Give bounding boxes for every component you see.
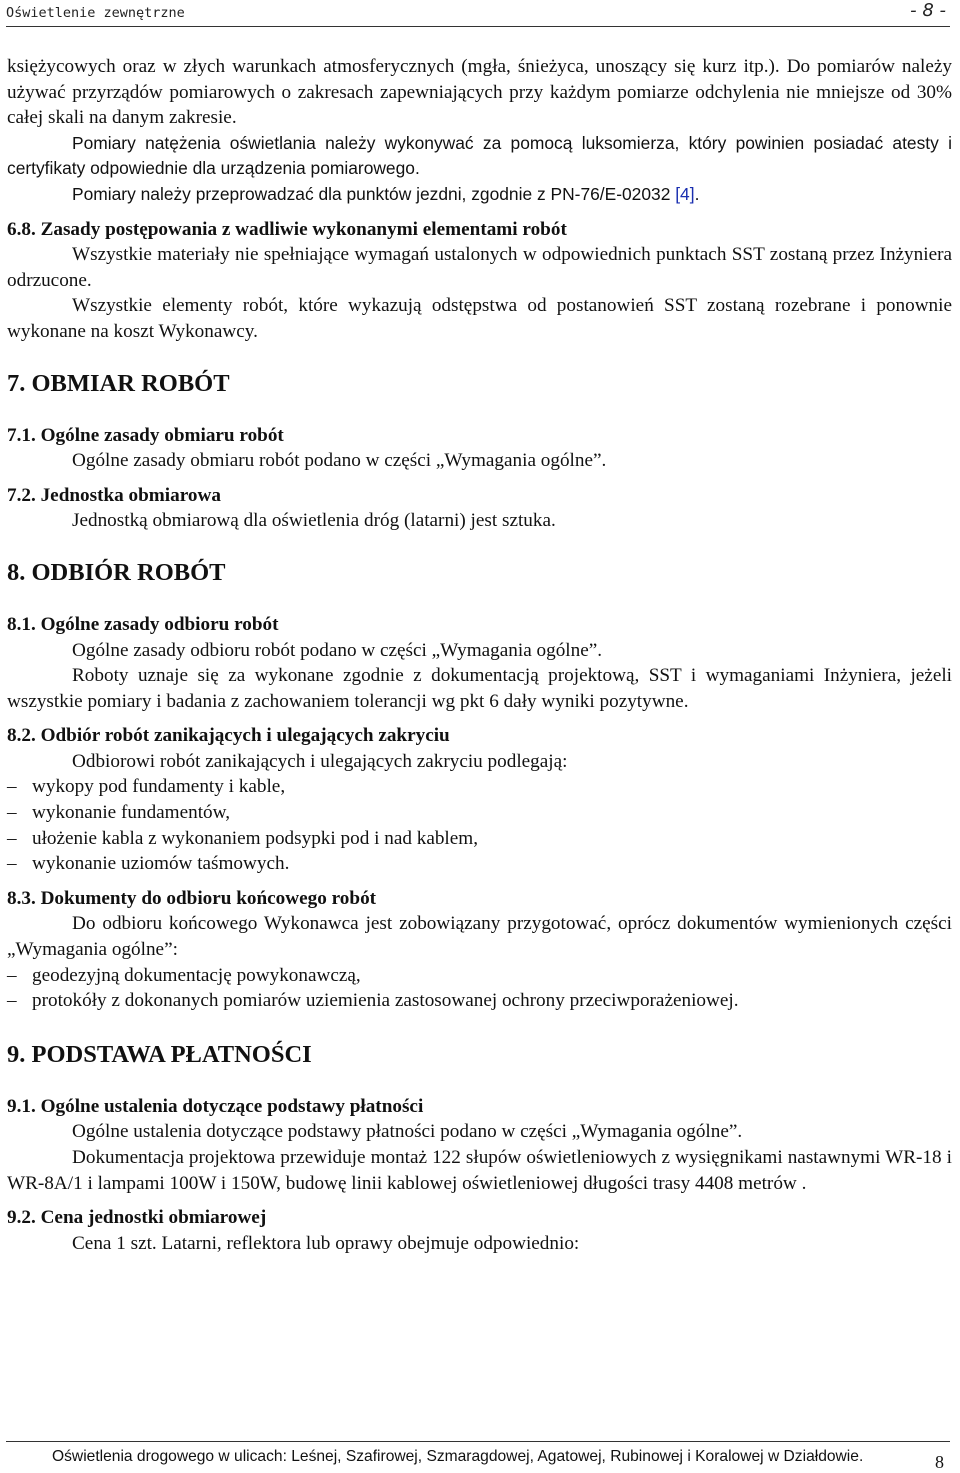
paragraph: Ogólne ustalenia dotyczące podstawy płatności podano w części „Wymagania ogólne”. xyxy=(72,1121,743,1143)
list-item: – ułożenie kabla z wykonaniem podsypki pod i nad kablem, xyxy=(7,826,952,852)
list-item: – wykopy pod fundamenty i kable, xyxy=(7,774,952,800)
chapter-heading: 9. PODSTAWA PŁATNOŚCI xyxy=(7,1040,312,1068)
page-footer xyxy=(6,1441,950,1472)
section-heading: 9.1. Ogólne ustalenia dotyczące podstawy płatności xyxy=(7,1095,424,1117)
chapter-heading: 7. OBMIAR ROBÓT xyxy=(7,369,230,397)
list-item: – wykonanie fundamentów, xyxy=(7,800,952,826)
paragraph: Ogólne zasady odbioru robót podano w części „Wymagania ogólne”. xyxy=(72,639,603,661)
paragraph: Do odbioru końcowego Wykonawca jest zobowiązany przygotować, oprócz dokumentów wymienionych części „Wymagania ogólne”: xyxy=(7,913,952,961)
page-header xyxy=(6,0,950,27)
paragraph: Wszystkie elementy robót, które wykazują odstępstwa od postanowień SST zostaną rozebrane i ponownie wykonane na koszt Wykonawcy. xyxy=(7,295,952,342)
section-heading: 7.2. Jednostka obmiarowa xyxy=(7,484,221,506)
section-heading: 9.2. Cena jednostki obmiarowej xyxy=(7,1207,267,1229)
section-heading: 8.3. Dokumenty do odbioru końcowego robót xyxy=(7,887,377,909)
reference-link: [4] xyxy=(675,183,695,204)
paragraph: księżycowych oraz w złych warunkach atmosferycznych (mgła, śnieżyca, unoszący się kurz itp.). Do pomiarów należy używać przyrządów pomiarowych o zakresach zapewniających przy każdym pomiarze odchylenia nie mniejsze od 30% całej skali na danym zakresie. xyxy=(7,56,952,129)
paragraph-text: Pomiary należy przeprowadzać dla punktów jezdni, zgodnie z PN-76/E-02032 xyxy=(72,183,676,204)
paragraph xyxy=(7,182,952,208)
footer-page-number: 8 xyxy=(935,1452,944,1472)
section-heading: 8.2. Odbiór robót zanikających i ulegających zakryciu xyxy=(7,725,450,747)
section-heading: 6.8. Zasady postępowania z wadliwie wykonanymi elementami robót xyxy=(7,218,567,240)
paragraph-text: . xyxy=(694,183,700,204)
paragraph: Ogólne zasady obmiaru robót podano w części „Wymagania ogólne”. xyxy=(72,450,607,472)
paragraph: Wszystkie materiały nie spełniające wymagań ustalonych w odpowiednich punktach SST zostaną przez Inżyniera odrzucone. xyxy=(7,244,952,291)
footer-text: Oświetlenia drogowego w ulicach: Leśnej, Szafirowej, Szmaragdowej, Agatowej, Rubinowej i Koralowej w Działdowie. xyxy=(52,1448,864,1465)
header-page-label: - 8 - xyxy=(910,0,946,21)
paragraph: Jednostką obmiarową dla oświetlenia dróg (latarni) jest sztuka. xyxy=(72,510,556,532)
paragraph: Dokumentacja projektowa przewiduje montaż 122 słupów oświetleniowych z wysięgnikami nastawnymi WR-18 i WR-8A/1 i lampami 100W i 150W, budowę linii kablowej oświetleniowej długości trasy 4408 metrów . xyxy=(7,1147,952,1194)
document-body xyxy=(7,54,952,1256)
paragraph: Cena 1 szt. Latarni, reflektora lub oprawy obejmuje odpowiednio: xyxy=(72,1232,580,1254)
paragraph: Roboty uznaje się za wykonane zgodnie z dokumentacją projektową, SST i wymaganiami Inżyniera, jeżeli wszystkie pomiary i badania z zachowaniem tolerancji wg pkt 6 dały wyniki pozytywne. xyxy=(7,665,952,712)
header-title: Oświetlenie zewnętrzne xyxy=(6,5,185,21)
paragraph: Pomiary natężenia oświetlania należy wykonywać za pomocą luksomierza, który powinien posiadać atesty i certyfikaty odpowiednie dla urządzenia pomiarowego. xyxy=(7,132,952,179)
list-item: – geodezyjną dokumentację powykonawczą, xyxy=(7,963,952,989)
list-item: – protokóły z dokonanych pomiarów uziemienia zastosowanej ochrony przeciwporażeniowej. xyxy=(7,988,952,1014)
paragraph: Odbiorowi robót zanikających i ulegających zakryciu podlegają: xyxy=(72,750,568,772)
list-item: – wykonanie uziomów taśmowych. xyxy=(7,851,952,877)
section-heading: 7.1. Ogólne zasady obmiaru robót xyxy=(7,424,284,446)
section-heading: 8.1. Ogólne zasady odbioru robót xyxy=(7,613,279,635)
chapter-heading: 8. ODBIÓR ROBÓT xyxy=(7,558,226,586)
